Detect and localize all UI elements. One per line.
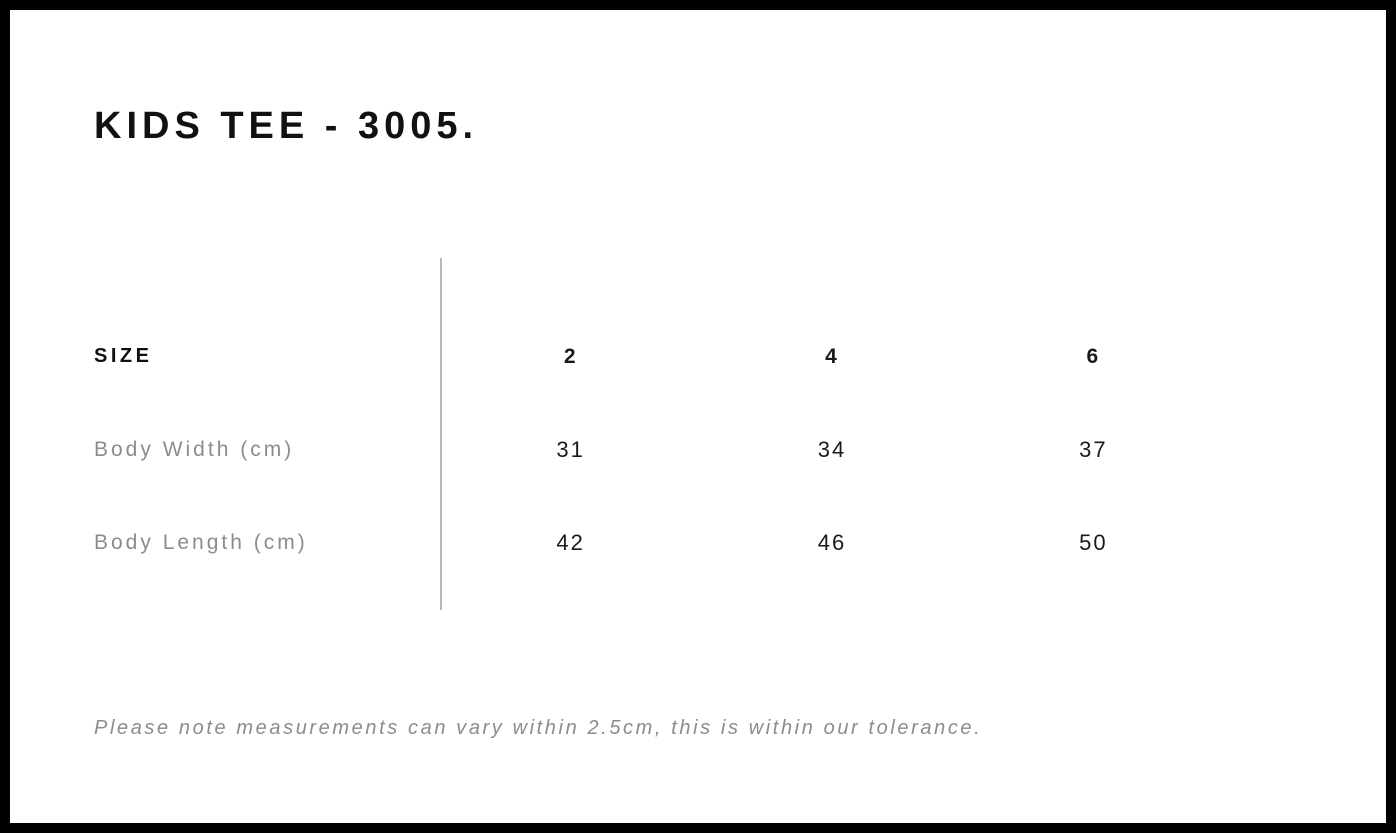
table-header-size-6: 6 <box>1086 344 1101 368</box>
table-header-size-4: 4 <box>825 344 839 368</box>
table-header-size-label: SIZE <box>94 345 153 367</box>
body-width-size-6: 37 <box>1079 436 1108 462</box>
body-width-size-2: 31 <box>556 436 585 462</box>
size-table <box>94 310 1224 589</box>
row-label-body-length: Body Length (cm) <box>94 530 308 554</box>
size-chart-page <box>10 10 1386 823</box>
table-row <box>94 496 1224 589</box>
body-length-size-4: 46 <box>817 529 847 555</box>
page-title: KIDS TEE - 3005. <box>94 105 479 147</box>
body-length-size-2: 42 <box>556 529 585 555</box>
body-length-size-6: 50 <box>1079 529 1108 555</box>
body-width-size-4: 34 <box>817 436 847 462</box>
tolerance-note: Please note measurements can vary within 2.5cm, this is within our tolerance. <box>94 717 983 739</box>
table-header-row <box>94 310 1224 403</box>
table-row <box>94 403 1224 496</box>
row-label-body-width: Body Width (cm) <box>94 437 295 461</box>
table-header-size-2: 2 <box>563 344 578 368</box>
